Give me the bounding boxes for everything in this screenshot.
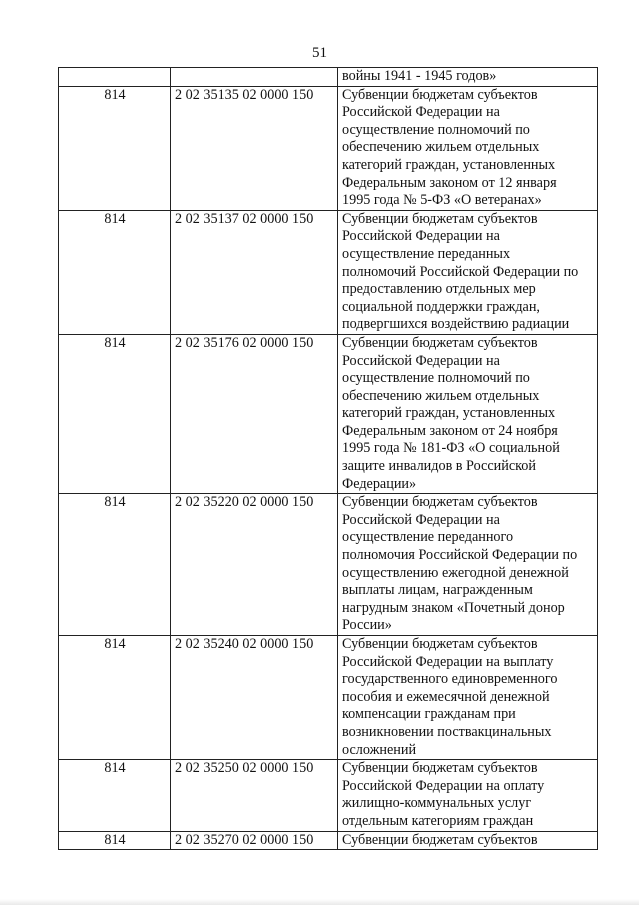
admin-code-cell: 814 bbox=[59, 831, 171, 850]
description-line: отдельным категориям граждан bbox=[342, 812, 534, 829]
table-row bbox=[59, 494, 598, 636]
description-line: пособия и ежемесячной денежной bbox=[342, 688, 550, 705]
admin-code-cell: 814 bbox=[59, 86, 171, 210]
description-line: подвергшихся воздействию радиации bbox=[342, 316, 570, 333]
description-line: Российской Федерации на оплату bbox=[342, 777, 545, 794]
table-row bbox=[59, 86, 598, 210]
table-row bbox=[59, 334, 598, 493]
table-row bbox=[59, 760, 598, 831]
description-cell bbox=[338, 831, 598, 850]
description-cell bbox=[338, 636, 598, 760]
description-line: компенсации гражданам при bbox=[342, 706, 516, 723]
description-cell bbox=[338, 494, 598, 636]
description-line: Российской Федерации на bbox=[342, 352, 500, 369]
table-row bbox=[59, 210, 598, 334]
description-line: возникновении поствакцинальных bbox=[342, 723, 552, 740]
description-line: Субвенции бюджетам субъектов bbox=[342, 760, 538, 777]
description-cell bbox=[338, 210, 598, 334]
description-line: осуществление переданного bbox=[342, 529, 514, 546]
description-cell bbox=[338, 86, 598, 210]
description-line: осуществление полномочий по bbox=[342, 121, 530, 138]
budget-code-cell: 2 02 35137 02 0000 150 bbox=[171, 210, 338, 334]
description-line: осложнений bbox=[342, 741, 417, 758]
description-line: 1995 года № 181-ФЗ «О социальной bbox=[342, 440, 560, 457]
budget-code-cell: 2 02 35240 02 0000 150 bbox=[171, 636, 338, 760]
table-body bbox=[59, 68, 598, 850]
budget-code-cell: 2 02 35135 02 0000 150 bbox=[171, 86, 338, 210]
admin-code-cell: 814 bbox=[59, 334, 171, 493]
admin-code-cell bbox=[59, 68, 171, 87]
page-bottom-edge bbox=[0, 899, 639, 905]
description-line: России» bbox=[342, 617, 392, 634]
description-line: Субвенции бюджетам субъектов bbox=[342, 86, 538, 103]
description-line: Субвенции бюджетам субъектов bbox=[342, 636, 538, 652]
description-line: категорий граждан, установленных bbox=[342, 156, 556, 173]
description-line: Российской Федерации на bbox=[342, 228, 500, 245]
description-line: категорий граждан, установленных bbox=[342, 405, 556, 422]
admin-code-cell: 814 bbox=[59, 494, 171, 636]
description-line: нагрудным знаком «Почетный донор bbox=[342, 599, 565, 616]
description-line: Федеральным законом от 24 ноября bbox=[342, 422, 558, 439]
description-line: обеспечению жильем отдельных bbox=[342, 139, 540, 156]
description-line: обеспечению жильем отдельных bbox=[342, 387, 540, 404]
table-row bbox=[59, 636, 598, 760]
description-line: осуществлению ежегодной денежной bbox=[342, 564, 569, 581]
page-number: 51 bbox=[312, 45, 327, 61]
description-line: Субвенции бюджетам субъектов bbox=[342, 494, 538, 511]
admin-code-cell: 814 bbox=[59, 636, 171, 760]
description-line: выплаты лицам, награжденным bbox=[342, 582, 533, 599]
description-cell bbox=[338, 334, 598, 493]
description-line: Субвенции бюджетам субъектов bbox=[342, 334, 538, 351]
table-row bbox=[59, 831, 598, 850]
budget-code-cell: 2 02 35176 02 0000 150 bbox=[171, 334, 338, 493]
description-line: государственного единовременного bbox=[342, 671, 558, 688]
budget-code-cell bbox=[171, 68, 338, 87]
description-line: 1995 года № 5-ФЗ «О ветеранах» bbox=[342, 192, 542, 209]
description-line: Субвенции бюджетам субъектов bbox=[342, 210, 538, 227]
description-line: осуществление полномочий по bbox=[342, 370, 530, 387]
budget-code-cell: 2 02 35270 02 0000 150 bbox=[171, 831, 338, 850]
description-line: полномочий Российской Федерации по bbox=[342, 263, 579, 280]
budget-code-cell: 2 02 35250 02 0000 150 bbox=[171, 760, 338, 831]
description-line: Российской Федерации на bbox=[342, 104, 500, 121]
description-cell bbox=[338, 760, 598, 831]
admin-code-cell: 814 bbox=[59, 210, 171, 334]
description-line: Федеральным законом от 12 января bbox=[342, 174, 557, 191]
description-line: социальной поддержки граждан, bbox=[342, 298, 540, 315]
budget-code-cell: 2 02 35220 02 0000 150 bbox=[171, 494, 338, 636]
description-line: предоставлению отдельных мер bbox=[342, 281, 536, 298]
description-line: защите инвалидов в Российской bbox=[342, 458, 536, 475]
description-line: Субвенции бюджетам субъектов bbox=[342, 831, 538, 848]
description-line: Российской Федерации на выплату bbox=[342, 653, 554, 670]
table-row bbox=[59, 68, 598, 87]
admin-code-cell: 814 bbox=[59, 760, 171, 831]
description-line: жилищно-коммунальных услуг bbox=[342, 795, 532, 812]
description-cell bbox=[338, 68, 598, 87]
description-line: осуществление переданных bbox=[342, 245, 511, 262]
budget-codes-table bbox=[58, 67, 598, 850]
description-line: Российской Федерации на bbox=[342, 511, 500, 528]
description-line: полномочия Российской Федерации по bbox=[342, 547, 578, 564]
description-line: войны 1941 - 1945 годов» bbox=[342, 68, 497, 84]
description-line: Федерации» bbox=[342, 475, 417, 492]
